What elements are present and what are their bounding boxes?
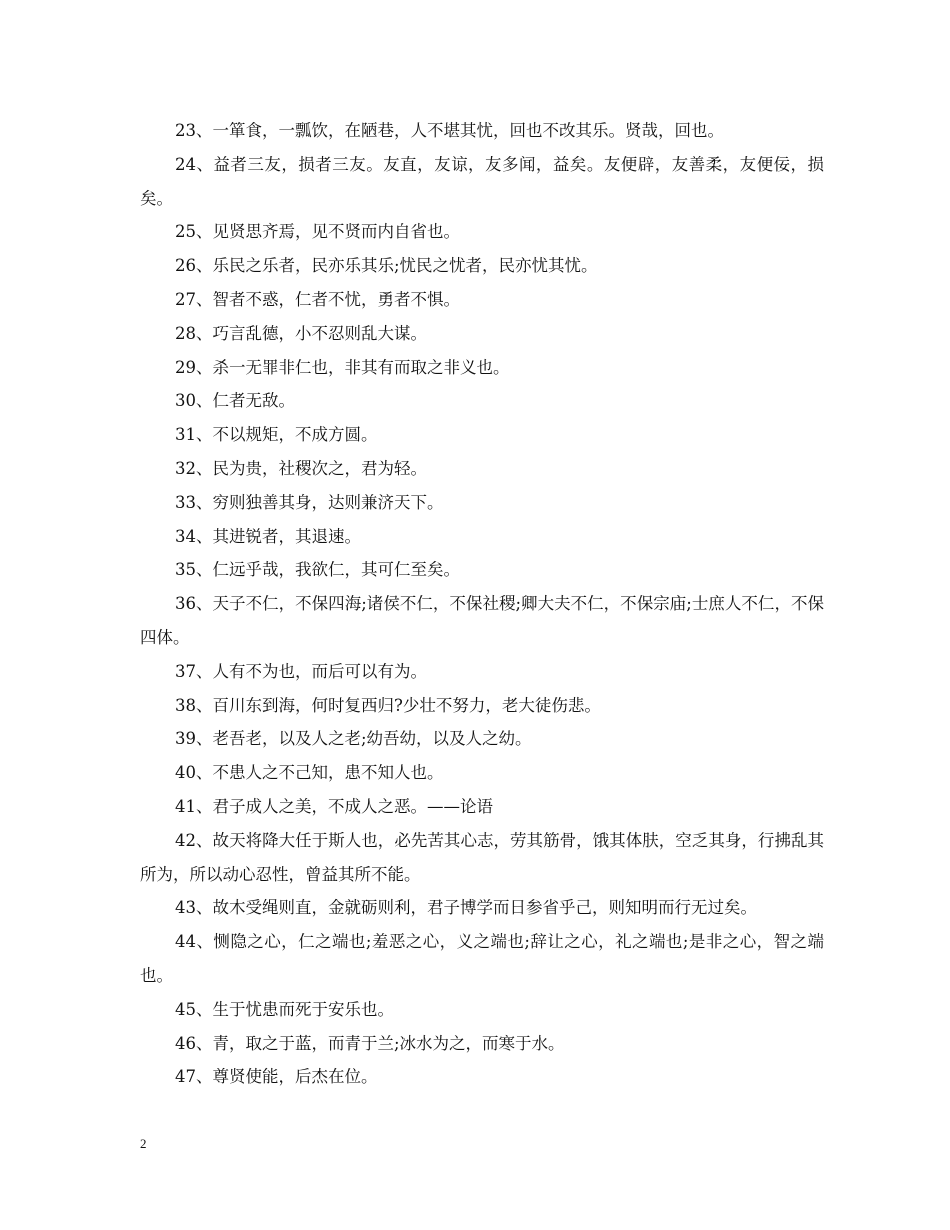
quote-paragraph: 30、仁者无敌。: [175, 391, 295, 411]
quote-paragraph: 29、杀一无罪非仁也，非其有而取之非义也。: [175, 357, 510, 377]
quote-paragraph: 33、穷则独善其身，达则兼济天下。: [175, 492, 444, 512]
quote-paragraph: 27、智者不惑，仁者不忧，勇者不惧。: [175, 289, 460, 309]
quote-paragraph: 40、不患人之不己知，患不知人也。: [175, 763, 444, 783]
quote-paragraph: 38、百川东到海，何时复西归?少壮不努力，老大徒伤悲。: [175, 695, 601, 715]
quote-paragraph: 25、见贤思齐焉，见不贤而内自省也。: [175, 222, 460, 242]
quote-paragraph: 26、乐民之乐者，民亦乐其乐;忧民之忧者，民亦忧其忧。: [175, 256, 598, 276]
quote-paragraph: 39、老吾老，以及人之老;幼吾幼，以及人之幼。: [175, 729, 532, 749]
quote-paragraph: 35、仁远乎哉，我欲仁，其可仁至矣。: [175, 560, 460, 580]
quote-paragraph: 37、人有不为也，而后可以有为。: [175, 661, 427, 681]
quote-paragraph: 44、恻隐之心，仁之端也;羞恶之心，义之端也;辞让之心，礼之端也;是非之心，智之端也。: [140, 932, 824, 985]
quote-paragraph: 45、生于忧患而死于安乐也。: [175, 999, 394, 1019]
quote-paragraph: 46、青，取之于蓝，而青于兰;冰水为之，而寒于水。: [175, 1033, 565, 1053]
quote-paragraph: 24、益者三友，损者三友。友直，友谅，友多闻，益矣。友便辟，友善柔，友便佞，损矣。: [140, 154, 824, 208]
page-number: 2: [140, 1136, 147, 1151]
quote-paragraph: 31、不以规矩，不成方圆。: [175, 425, 378, 445]
quote-paragraph: 34、其进锐者，其退速。: [175, 526, 361, 546]
quote-paragraph: 47、尊贤使能，后杰在位。: [175, 1067, 378, 1087]
quote-paragraph: 32、民为贵，社稷次之，君为轻。: [175, 458, 427, 478]
quote-list: [140, 114, 824, 1094]
quote-paragraph: 36、天子不仁，不保四海;诸侯不仁，不保社稷;卿大夫不仁，不保宗庙;士庶人不仁，不保四体。: [140, 594, 824, 647]
quote-paragraph: 23、一箪食，一瓢饮，在陋巷，人不堪其忧，回也不改其乐。贤哉，回也。: [175, 121, 724, 140]
quote-paragraph: 42、故天将降大任于斯人也，必先苦其心志，劳其筋骨，饿其体肤，空乏其身，行拂乱其所为，所以动心忍性，曾益其所不能。: [140, 830, 824, 884]
quote-paragraph: 28、巧言乱德，小不忍则乱大谋。: [175, 323, 427, 343]
quote-paragraph: 41、君子成人之美，不成人之恶。——论语: [175, 796, 493, 816]
quote-paragraph: 43、故木受绳则直，金就砺则利，君子博学而日参省乎己，则知明而行无过矣。: [175, 898, 757, 918]
